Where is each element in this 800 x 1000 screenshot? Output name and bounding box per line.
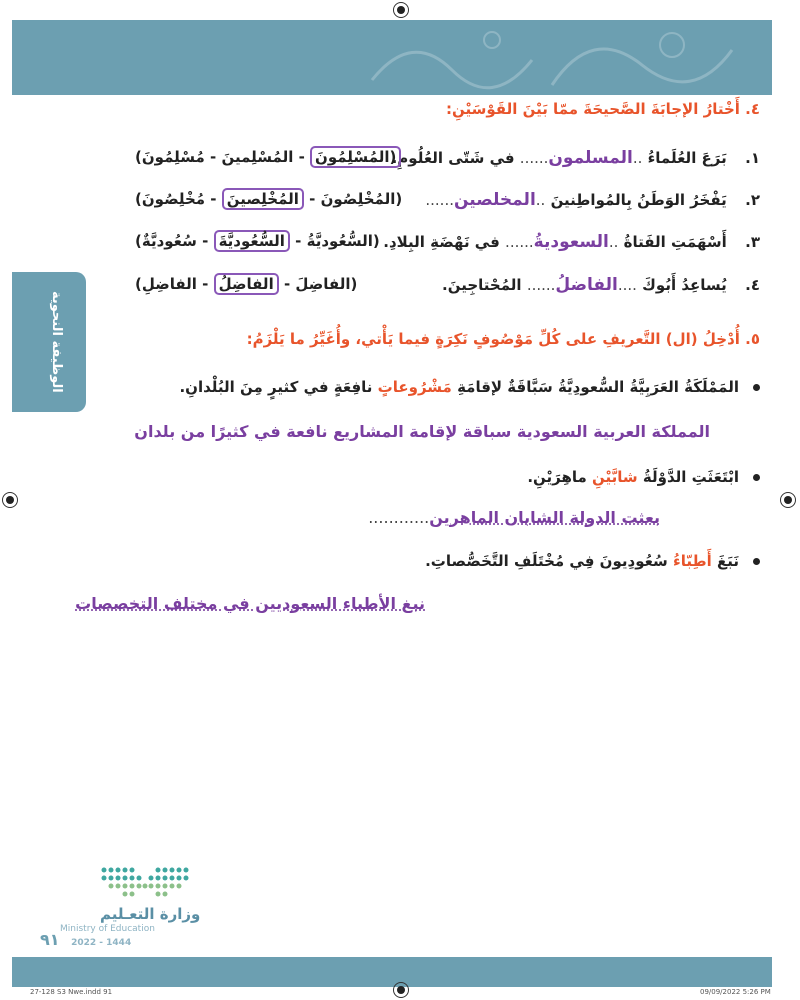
- edition-year: 2022 - 1444: [71, 938, 132, 948]
- item-dots: ..: [535, 191, 546, 209]
- sentence-pre: نَبَغَ: [716, 552, 739, 570]
- item-text-before: يَفْخَرُ الوَطَنُ بِالمُواطِنينَ: [550, 191, 727, 209]
- page-number-value: ٩١: [40, 930, 60, 949]
- registration-mark-icon: [393, 2, 409, 18]
- option: سُعُوديَّةٌ): [135, 232, 197, 250]
- registration-mark-icon: [780, 492, 796, 508]
- question-4-title: ٤. أَخْتارُ الإجابَةَ الصَّحيحَةَ ممّا بَيْنَ القَوْسَيْنِ:: [446, 100, 760, 118]
- answer-text: نبغ الأطباء السعوديين في مختلف التخصصات: [75, 594, 425, 613]
- sentence-post: نافِعَةٍ في كثيرٍ مِنَ البُلْدانِ.: [179, 378, 373, 396]
- answer-dots: ............: [368, 508, 430, 527]
- q4-options-1: (المُسْلِمُونَ - المُسْلِمينَ - مُسْلِمُونَ): [135, 148, 401, 166]
- bullet-icon: [753, 558, 760, 565]
- item-text-before: بَرَعَ العُلَماءُ: [647, 149, 727, 167]
- footer-band: [12, 957, 772, 987]
- q4-item-1: [392, 148, 760, 168]
- answer-text: بعثت الدولة الشابان الماهرين: [429, 508, 660, 527]
- item-text-after: في نَهْضَةِ البِلادِ.: [383, 233, 500, 251]
- item-dots: ......: [505, 233, 534, 251]
- item-answer: السعوديةُ: [533, 232, 609, 252]
- item-text-before: يُساعِدُ أَبُوكَ: [642, 276, 727, 294]
- q4-item-3: [383, 232, 760, 252]
- item-number: ١.: [745, 149, 760, 167]
- item-dots: ......: [526, 276, 556, 294]
- q5-item-2: [527, 468, 760, 486]
- option-selected: المُخْلِصينَ: [222, 188, 304, 210]
- bullet-icon: [753, 384, 760, 391]
- option-selected: الفاضِلُ: [214, 273, 279, 295]
- bullet-icon: [753, 474, 760, 481]
- sentence-pre: ابْتَعَثَتِ الدَّوْلَةُ: [642, 468, 739, 486]
- q4-item-2: [425, 190, 760, 210]
- item-text-before: أَسْهَمَتِ الفَتاةُ: [623, 233, 727, 251]
- option: (الفاضِلَ: [295, 275, 358, 293]
- item-number: ٢.: [745, 191, 760, 209]
- page-number: [40, 930, 131, 949]
- registration-mark-icon: [2, 492, 18, 508]
- option-selected: (المُسْلِمُونَ: [310, 146, 401, 168]
- option: (المُخْلِصُونَ: [320, 190, 403, 208]
- sentence-pre: المَمْلَكَةُ العَرَبِيَّةُ السُّعودِيَّةُ سَبَّاقَةٌ لإقامَةِ: [457, 378, 739, 396]
- question-5-title: ٥. أُدْخِلُ (ال) التَّعريفِ على كُلِّ مَوْصُوفٍ نَكِرَةٍ فيما يَأْتي، وأُغَيِّرُ ما يَلْزَمُ:: [246, 330, 760, 348]
- side-tab-label: الوظيفة النحوية: [49, 291, 64, 393]
- q4-options-2: (المُخْلِصُونَ - المُخْلِصينَ - مُخْلِصُونَ): [135, 190, 403, 208]
- q5-answer-3: [75, 594, 425, 613]
- q4-options-4: (الفاضِلَ - الفاضِلُ - الفاضِلِ): [135, 275, 358, 293]
- sentence-target-word: شابَّيْنِ: [592, 468, 638, 486]
- item-answer: المخلصين: [453, 190, 536, 210]
- item-text-after: المُحْتاجِينَ.: [442, 276, 522, 294]
- sentence-target-word: أَطِبّاءُ: [673, 552, 712, 570]
- sentence-post: ماهِرَيْنِ.: [527, 468, 587, 486]
- item-dots: ......: [519, 149, 549, 167]
- option-selected: السُّعُوديَّةَ: [214, 230, 290, 252]
- registration-mark-icon: [393, 982, 409, 998]
- item-answer: الفاضلُ: [555, 275, 618, 295]
- sentence-post: سُعُودِيونَ فِي مُخْتَلَفِ التَّخَصُّصاتِ.: [425, 552, 668, 570]
- q5-answer-2: [368, 508, 660, 527]
- q5-answer-1: المملكة العربية السعودية سباقة لإقامة المشاريع نافعة في كثيرًا من بلدان: [134, 422, 710, 441]
- q5-item-3: [425, 552, 760, 570]
- option: مُخْلِصُونَ): [135, 190, 206, 208]
- calligraphy-pattern-icon: [352, 20, 772, 95]
- item-text-after: في شَتّى العُلُومِ.: [391, 149, 515, 167]
- print-slug-file: 27-128 S3 Nwe.indd 91: [30, 988, 113, 996]
- item-answer: المسلمون: [548, 148, 633, 168]
- side-tab: [12, 272, 86, 412]
- item-dots: ..: [608, 233, 619, 251]
- q4-options-3: (السُّعُوديَّةُ - السُّعُوديَّةَ - سُعُوديَّةٌ): [135, 232, 380, 250]
- option: (السُّعُوديَّةُ: [306, 232, 380, 250]
- header-band: [12, 20, 772, 95]
- ministry-logo-icon: [98, 862, 193, 900]
- item-number: ٣.: [745, 233, 760, 251]
- q5-item-1: [179, 378, 760, 396]
- item-dots: ....: [617, 276, 637, 294]
- option: المُسْلِمينَ: [221, 148, 294, 166]
- option: مُسْلِمُونَ): [135, 148, 205, 166]
- option: الفاضِلِ): [135, 275, 197, 293]
- print-slug-date: 09/09/2022 5:26 PM: [700, 988, 771, 996]
- item-dots: ......: [425, 191, 454, 209]
- item-number: ٤.: [745, 276, 760, 294]
- sentence-target-word: مَشْرُوعاتٍ: [377, 378, 452, 396]
- ministry-logo-english: Ministry of Education: [60, 924, 155, 934]
- ministry-logo-arabic: وزارة التعـليم: [100, 905, 201, 923]
- item-dots: ..: [632, 149, 643, 167]
- q4-item-4: [442, 275, 760, 295]
